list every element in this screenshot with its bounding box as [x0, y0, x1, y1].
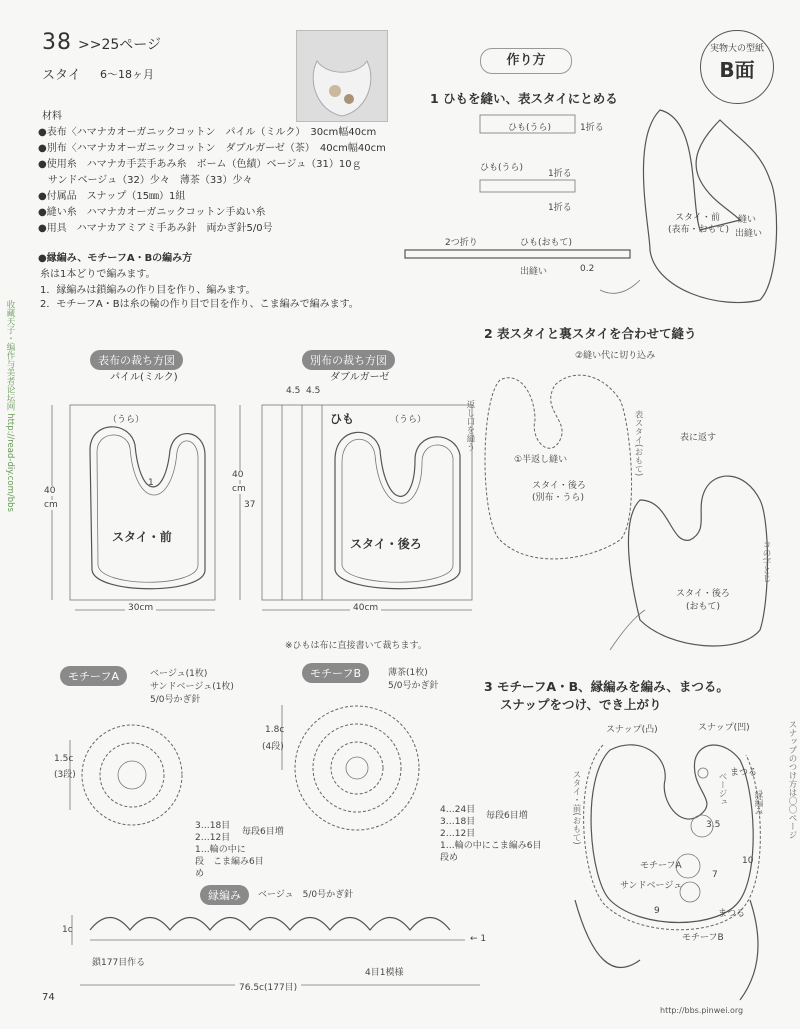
motif-a-rows: (3段) — [54, 770, 76, 780]
material-line-1: ●表布〈ハマナカオーガニックコットン パイル（ミルク） 30cm幅40cm — [38, 127, 377, 138]
s2-label-4: スタイ・後ろ — [532, 481, 586, 491]
front-ura: （うら） — [108, 415, 145, 425]
s3-label-12: 7 — [712, 870, 718, 880]
back-height-value: 40 — [232, 470, 244, 480]
s2-label-6: 表スタイ(おもて) — [633, 410, 643, 477]
s3-label-8: モチーフA — [640, 861, 682, 871]
s3-label-1: スナップ(凸) — [606, 725, 658, 735]
material-line-5: ●付属品 スナップ（15㎜）1組 — [38, 191, 186, 202]
motif-a-size: 1.5c — [54, 754, 74, 764]
badge-main: B面 — [719, 58, 755, 82]
edge-height: 1c — [62, 925, 73, 935]
s1-label-6: 2つ折り — [445, 238, 478, 248]
edge-start-arrow: ← 1 — [470, 934, 487, 944]
motif-a-note-4: 段 こま編み6目 — [195, 857, 264, 867]
s1-label-5: 1折る — [548, 203, 572, 213]
edge-repeat: 4目1模様 — [365, 968, 404, 978]
s3-label-6: スタイ・前(おもて) — [571, 770, 581, 845]
s3-label-7: 3.5 — [706, 820, 721, 830]
s1-label-10: スタイ・前 — [675, 213, 720, 223]
motif-b-note-1: 4…24目 — [440, 805, 476, 815]
s1-label-4: 1折る — [548, 169, 572, 179]
edge-width: 76.5c(177目) — [235, 980, 301, 993]
edge-line-3: 2．モチーフA・Bは糸の輪の作り目で目を作り、こま編みで編みます。 — [40, 299, 359, 310]
motif-a-color-2: サンドベージュ(1枚) — [150, 682, 234, 692]
motif-b-rows: (4段) — [262, 742, 284, 752]
s3-label-5: ベージュ — [717, 772, 727, 806]
s1-label-2: 1折る — [580, 123, 604, 133]
s1-label-1: ひも(うら) — [508, 123, 552, 133]
motif-a-hook: 5/0号かぎ針 — [150, 695, 201, 705]
materials-heading: 材料 — [42, 111, 62, 122]
s2-label-10: コの字とじ — [761, 540, 771, 583]
back-cutting-heading: 別布の裁ち方図 — [302, 350, 395, 370]
strap-length: 37 — [244, 500, 256, 510]
s3-label-10: 10 — [742, 856, 754, 866]
s1-label-12: 縫い — [738, 215, 757, 225]
step-3-title-b: スナップをつけ、でき上がり — [500, 697, 662, 712]
s3-label-13: まつる — [718, 909, 746, 919]
s1-label-13: 出縫い — [735, 229, 763, 239]
strap-label: ひも — [330, 412, 355, 426]
footer-url[interactable]: http://bbs.pinwei.org — [660, 1006, 744, 1015]
s2-label-8: スタイ・後ろ — [676, 589, 730, 599]
back-fabric: ダブルガーゼ — [330, 372, 390, 383]
s1-label-11: (表布・おもて) — [668, 225, 730, 235]
page-reference: >>25ページ — [78, 37, 161, 53]
motif-a-brace: 毎段6目増 — [242, 827, 284, 837]
front-fabric: パイル(ミルク) — [110, 372, 178, 383]
edge-heading-pill: 縁編み — [200, 885, 249, 905]
motif-b-brace: 毎段6目増 — [486, 811, 528, 821]
s1-label-7: ひも(おもて) — [520, 238, 573, 248]
back-piece-label: スタイ・後ろ — [350, 537, 422, 551]
s3-label-4: 縁編み — [753, 790, 763, 816]
strap-width-2: 4.5 — [306, 386, 321, 396]
edge-spec: ベージュ 5/0号かぎ針 — [258, 890, 354, 900]
badge-caption: 実物大の型紙 — [709, 44, 764, 54]
motif-b-note-5: 段め — [440, 853, 459, 863]
back-ura: （うら） — [390, 415, 427, 425]
s1-label-8: 出縫い — [520, 267, 548, 277]
s3-label-3: まつる — [730, 768, 758, 778]
step-3-title-a: 3 モチーフA・B、縁編みを編み、まつる。 — [484, 679, 729, 694]
pattern-number: 38 — [42, 30, 72, 55]
edge-line-1: 糸は1本どりで編みます。 — [40, 269, 156, 280]
s2-label-7: 表に返す — [680, 433, 717, 443]
item-age: 6〜18ヶ月 — [100, 68, 154, 81]
front-width: 30cm — [125, 603, 156, 613]
cutting-note: ※ひもは布に直接書いて裁ちます。 — [285, 641, 427, 651]
material-line-7: ●用具 ハマナカアミアミ手あみ針 両かぎ針5/0号 — [38, 223, 273, 234]
front-height-unit: cm — [44, 500, 58, 510]
instructions-title: 作り方 — [480, 48, 572, 74]
s3-label-9: サンドベージュ — [620, 881, 683, 891]
motif-a-note-3: 1…輪の中に — [195, 845, 246, 855]
motif-a-heading: モチーフA — [60, 666, 127, 686]
watermark-text: 收藏天子・编作与美者论坛网 http://read-diy.com/bbs — [5, 300, 15, 512]
s1-label-3: ひも(うら) — [480, 163, 524, 173]
s2-label-5: (別布・うら) — [532, 493, 585, 503]
front-seam-1: 1 — [148, 478, 154, 488]
front-piece-label: スタイ・前 — [112, 530, 172, 544]
front-cutting-heading: 表布の裁ち方図 — [90, 350, 183, 370]
material-line-4: サンドベージュ（32）少々 薄茶（33）少々 — [38, 175, 253, 186]
motif-a-note-2: 2…12目 — [195, 833, 231, 843]
edge-chain: 鎖177目作る — [92, 958, 146, 968]
step-2-title: 2 表スタイと裏スタイを合わせて縫う — [484, 326, 697, 341]
motif-b-note-2: 3…18目 — [440, 817, 476, 827]
motif-b-heading: モチーフB — [302, 663, 369, 683]
material-line-2: ●別布〈ハマナカオーガニックコットン ダブルガーゼ（茶） 40cm幅40cm — [38, 143, 386, 154]
motif-b-hook: 5/0号かぎ針 — [388, 681, 439, 691]
motif-b-note-4: 1…輪の中にこま編み6目 — [440, 841, 542, 851]
strap-width-1: 4.5 — [286, 386, 301, 396]
motif-b-note-3: 2…12目 — [440, 829, 476, 839]
s3-label-11: 9 — [654, 906, 660, 916]
item-title: スタイ — [42, 68, 81, 83]
motif-a-note-1: 3…18目 — [195, 821, 231, 831]
s2-label-3: ①半返し縫い — [514, 455, 568, 465]
s1-label-9: 0.2 — [580, 264, 595, 274]
motif-a-color-1: ベージュ(1枚) — [150, 669, 208, 679]
edge-heading: ●縁編み、モチーフA・Bの編み方 — [38, 253, 193, 264]
step-1-title: 1 ひもを縫い、表スタイにとめる — [430, 91, 618, 106]
back-width: 40cm — [350, 603, 381, 613]
material-line-6: ●縫い糸 ハマナカオーガニックコットン手ぬい糸 — [38, 207, 266, 218]
front-height-value: 40 — [44, 486, 56, 496]
motif-b-size: 1.8c — [265, 725, 285, 735]
motif-a-note-5: め — [195, 869, 205, 879]
back-height-unit: cm — [232, 484, 246, 494]
s2-label-1: ②縫い代に切り込み — [575, 351, 656, 361]
page-number: 74 — [42, 992, 55, 1003]
s2-label-2: 返し口を縫う — [465, 400, 475, 451]
s3-label-2: スナップ(凹) — [698, 723, 750, 733]
s2-label-9: (おもて) — [686, 602, 721, 612]
side-note: スナップのつけ方は〇〇ページ — [787, 720, 797, 839]
material-line-3: ●使用糸 ハマナカ手芸手あみ糸 ボーム（色績）ベージュ（31）10ｇ — [38, 159, 362, 170]
motif-b-color: 薄茶(1枚) — [388, 668, 428, 678]
s3-label-14: モチーフB — [682, 933, 724, 943]
edge-line-2: 1．縁編みは鎖編みの作り目を作り、編みます。 — [40, 285, 256, 296]
